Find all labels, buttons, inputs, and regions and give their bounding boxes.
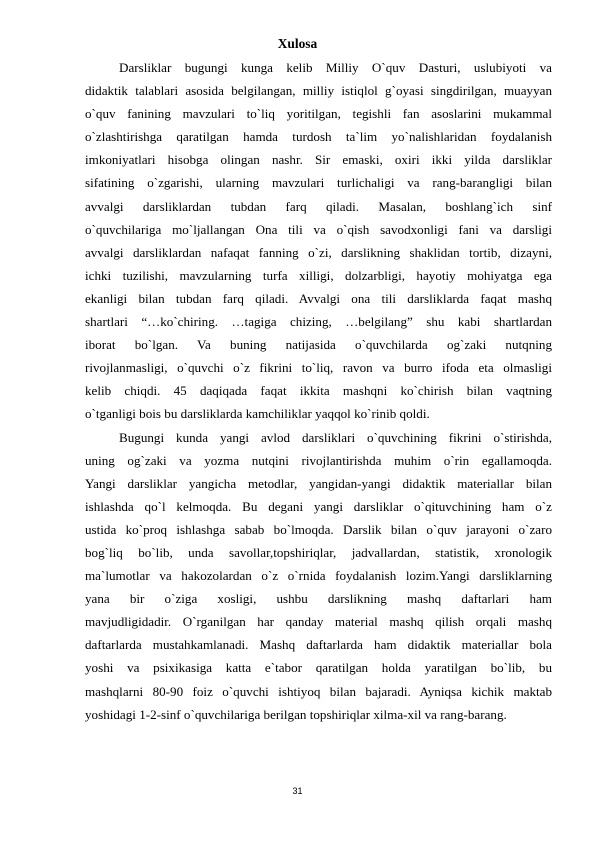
text-line: yoshi va psixikasiga katta e`tabor qaratilgan holda yaratilgan bo`lib, bu [85,660,552,676]
paragraph [85,426,552,726]
text-line: o`tganligi bois bu darsliklarda kamchiliklar yaqqol ko`rinib qoldi. [85,406,430,422]
text-line: didaktik talablari asosida belgilangan, milliy istiqlol g`oyasi singdirilgan, muayyan [85,83,552,99]
text-line: bog`liq bo`lib, unda savollar,topshiriqlar, jadvallardan, statistik, xronologik [85,544,552,560]
text-line: imkoniyatlari hisobga olingan nashr. Sir emaski, oxiri ikki yilda darsliklar [85,152,552,168]
text-line: Yangi darsliklar yangicha metodlar, yangidan-yangi didaktik materiallar bilan [85,475,552,491]
body-text [85,56,552,726]
text-line: daftarlarda mustahkamlanadi. Mashq daftarlarda ham didaktik materiallar bola [85,637,552,653]
text-line: sifatining o`zgarishi, ularning mavzulari turlichaligi va rang-barangligi bilan [85,175,552,191]
text-line: Bugungi kunda yangi avlod darsliklari o`quvchining fikrini o`stirishda, [119,429,552,445]
text-line: iborat bo`lgan. Va buning natijasida o`quvchilarda og`zaki nutqning [85,337,552,353]
text-line: kelib chiqdi. 45 daqiqada faqat ikkita mashqni ko`chirish bilan vaqtning [85,383,552,399]
text-line: mashqlarni 80-90 foiz o`quvchi ishtiyoq bilan bajaradi. Ayniqsa kichik maktab [85,683,552,699]
text-line: uning og`zaki va yozma nutqini rivojlantirishda muhim o`rin egallamoqda. [85,452,552,468]
text-line: rivojlanmasligi, o`quvchi o`z fikrini to`liq, ravon va burro ifoda eta olmasligi [85,360,552,376]
text-line: avvalgi darsliklardan nafaqat fanning o`zi, darslikning shaklidan tortib, dizayni, [85,244,552,260]
page-title: Xulosa [277,36,318,51]
text-line: mavjudligidadir. O`rganilgan har qanday material mashq qilish orqali mashq [85,614,552,630]
text-line: Darsliklar bugungi kunga kelib Milliy O`quv Dasturi, uslubiyoti va [119,60,552,75]
text-line: shartlari “…ko`chiring. …tagiga chizing, …belgilang” shu kabi shartlardan [85,314,552,330]
text-line: ichki tuzilishi, mavzularning turfa xilligi, dolzarbligi, hayotiy mohiyatga ega [85,267,552,283]
text-line: ustida ko`proq ishlashga sabab bo`lmoqda. Darslik bilan o`quv jarayoni o`zaro [85,521,552,537]
paragraph [85,56,552,426]
text-line: o`quvchilariga mo`ljallangan Ona tili va o`qish savodxonligi fani va darsligi [85,221,552,237]
text-line: ishlashda qo`l kelmoqda. Bu degani yangi darsliklar o`qituvchining ham o`z [85,498,552,514]
text-line: yoshidagi 1-2-sinf o`quvchilariga berilgan topshiriqlar xilma-xil va rang-barang. [85,706,507,722]
text-line: ekanligi bilan tubdan farq qiladi. Avvalgi ona tili darsliklarda faqat mashq [85,290,552,306]
text-line: o`zlashtirishga qaratilgan hamda turdosh ta`lim yo`nalishlaridan foydalanish [85,129,552,145]
page-number: 31 [292,786,303,796]
text-line: ma`lumotlar va hakozolardan o`z o`rnida foydalanish lozim.Yangi darsliklarning [85,568,552,584]
text-line: avvalgi darsliklardan tubdan farq qiladi. Masalan, boshlang`ich sinf [85,198,552,214]
text-line: o`quv fanining mavzulari to`liq yoritilgan, tegishli fan asoslarini mukammal [85,106,552,122]
text-line: yana bir o`ziga xosligi, ushbu darslikning mashq daftarlari ham [85,591,552,607]
